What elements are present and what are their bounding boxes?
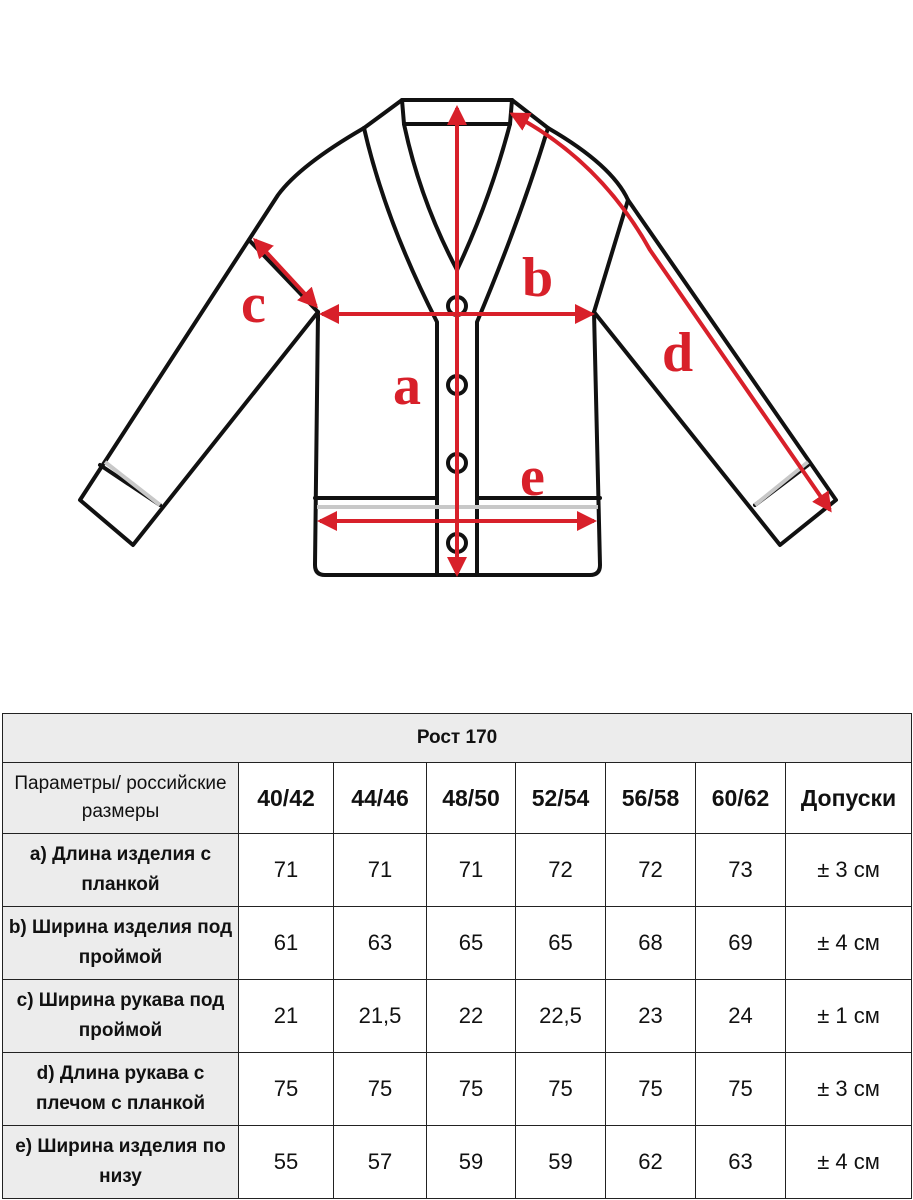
- param-header: Параметры/ российские размеры: [3, 762, 239, 834]
- label-c: c: [241, 273, 266, 335]
- table-cell: 22: [427, 980, 516, 1053]
- table-cell: 59: [427, 1126, 516, 1199]
- label-d: d: [662, 322, 694, 384]
- table-cell: 69: [696, 907, 786, 980]
- table-cell: 75: [696, 1053, 786, 1126]
- left-cuff-reference-line: [105, 462, 160, 505]
- table-cell: 72: [516, 834, 606, 907]
- table-cell: 75: [427, 1053, 516, 1126]
- tolerance-header: Допуски: [786, 762, 912, 834]
- row-label: d) Длина рукава с плечом с планкой: [3, 1053, 239, 1126]
- size-header: 52/54: [516, 762, 606, 834]
- size-header: 56/58: [606, 762, 696, 834]
- table-cell: 75: [516, 1053, 606, 1126]
- table-row: [3, 1126, 912, 1199]
- table-cell: 75: [606, 1053, 696, 1126]
- label-e: e: [520, 446, 545, 508]
- row-label: b) Ширина изделия под проймой: [3, 907, 239, 980]
- size-header: 40/42: [239, 762, 334, 834]
- table-row: [3, 1053, 912, 1126]
- table-cell: 75: [334, 1053, 427, 1126]
- row-label: e) Ширина изделия по низу: [3, 1126, 239, 1199]
- row-label: a) Длина изделия с планкой: [3, 834, 239, 907]
- table-cell: 62: [606, 1126, 696, 1199]
- table-cell: 23: [606, 980, 696, 1053]
- table-cell: 55: [239, 1126, 334, 1199]
- table-cell: 63: [696, 1126, 786, 1199]
- size-header: 48/50: [427, 762, 516, 834]
- table-cell: 71: [427, 834, 516, 907]
- table-cell: 61: [239, 907, 334, 980]
- table-cell: 21,5: [334, 980, 427, 1053]
- left-lapel-inner: [404, 124, 457, 270]
- table-cell: 22,5: [516, 980, 606, 1053]
- label-b: b: [522, 247, 554, 309]
- table-title-row: [3, 714, 912, 763]
- table-cell: 65: [516, 907, 606, 980]
- size-chart-table: [2, 713, 912, 1199]
- table-row: [3, 834, 912, 907]
- tolerance-cell: ± 3 см: [786, 834, 912, 907]
- size-header: 60/62: [696, 762, 786, 834]
- tolerance-cell: ± 3 см: [786, 1053, 912, 1126]
- table-cell: 71: [334, 834, 427, 907]
- table-cell: 75: [239, 1053, 334, 1126]
- table-row: [3, 980, 912, 1053]
- table-cell: 73: [696, 834, 786, 907]
- label-a: a: [393, 355, 421, 417]
- table-cell: 72: [606, 834, 696, 907]
- table-cell: 59: [516, 1126, 606, 1199]
- tolerance-cell: ± 4 см: [786, 907, 912, 980]
- table-title: Рост 170: [3, 714, 912, 763]
- table-cell: 68: [606, 907, 696, 980]
- size-header: 44/46: [334, 762, 427, 834]
- table-cell: 24: [696, 980, 786, 1053]
- tolerance-cell: ± 1 см: [786, 980, 912, 1053]
- table-cell: 65: [427, 907, 516, 980]
- table-header-row: [3, 762, 912, 834]
- tolerance-cell: ± 4 см: [786, 1126, 912, 1199]
- table-cell: 71: [239, 834, 334, 907]
- table-row: [3, 907, 912, 980]
- row-label: c) Ширина рукава под проймой: [3, 980, 239, 1053]
- right-lapel-inner: [457, 124, 510, 270]
- table-cell: 57: [334, 1126, 427, 1199]
- table-cell: 63: [334, 907, 427, 980]
- table-cell: 21: [239, 980, 334, 1053]
